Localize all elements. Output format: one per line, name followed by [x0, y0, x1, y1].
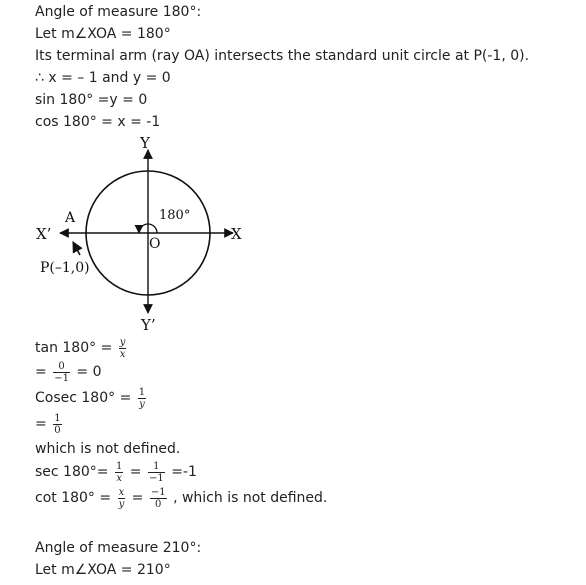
sec-result: =-1	[171, 464, 197, 480]
cosec-eq-prefix: =	[35, 416, 47, 432]
tan-frac2-num: 0	[53, 361, 70, 373]
heading-180: Angle of measure 180°:	[35, 4, 202, 20]
tan-frac2-den: −1	[54, 372, 69, 384]
cot-fraction-values	[150, 487, 167, 510]
cot-result: , which is not defined.	[173, 490, 328, 506]
sec-statement	[35, 460, 197, 484]
tan-evaluation	[35, 360, 101, 384]
let-statement-180: Let m∠XOA = 180°	[35, 26, 171, 42]
tan-statement	[35, 336, 128, 360]
cosec-undefined-note: which is not defined.	[35, 441, 181, 457]
point-pointer-arrow	[73, 242, 80, 255]
sec-frac1-num: 1	[115, 460, 123, 472]
cot-lhs: cot 180° =	[35, 490, 112, 506]
sec-fraction-1-over-x	[115, 461, 123, 484]
therefore-statement: ∴ x = – 1 and y = 0	[35, 70, 171, 86]
sec-frac2-den: −1	[148, 472, 164, 484]
cosec-frac2-den: 0	[54, 424, 61, 436]
cosec-frac1-den: y	[139, 398, 145, 410]
cosec-frac1-num: 1	[138, 386, 146, 398]
sec-frac1-den: x	[116, 472, 122, 484]
y-prime-label: Y’	[141, 316, 156, 334]
origin-label: O	[149, 236, 161, 252]
x-prime-label: X’	[36, 225, 52, 243]
sec-lhs: sec 180°=	[35, 464, 109, 480]
terminal-arm-statement: Its terminal arm (ray OA) intersects the standard unit circle at P(-1, 0).	[35, 48, 530, 64]
cot-frac2-den: 0	[155, 498, 162, 510]
cosec-fraction-values	[53, 413, 61, 436]
point-p-label: P(–1,0)	[40, 260, 90, 276]
cot-frac2-num: −1	[150, 486, 166, 498]
tan-lhs: tan 180° =	[35, 340, 113, 356]
sec-fraction-values	[148, 461, 165, 484]
x-axis-label: X	[231, 225, 242, 243]
let-statement-210: Let m∠XOA = 210°	[35, 562, 171, 578]
cot-fraction-x-over-y	[118, 487, 126, 510]
sin-statement: sin 180° =y = 0	[35, 92, 148, 108]
tan-eq-prefix: =	[35, 364, 47, 380]
cosec-fraction-1-over-y	[138, 387, 146, 410]
cos-statement: cos 180° = x = -1	[35, 114, 161, 130]
y-axis-label: Y	[140, 134, 150, 152]
cot-equals: =	[131, 490, 144, 506]
sec-equals: =	[129, 464, 142, 480]
angle-label: 180°	[159, 208, 191, 223]
tan-frac1-den: x	[119, 348, 126, 360]
cot-frac1-num: x	[118, 486, 125, 498]
tan-frac1-num: y	[119, 336, 126, 348]
sec-frac2-num: 1	[148, 461, 165, 473]
tan-result: = 0	[76, 364, 102, 380]
heading-210: Angle of measure 210°:	[35, 540, 202, 556]
tan-fraction-y-over-x	[119, 337, 127, 360]
tan-fraction-values	[53, 361, 70, 384]
cot-statement	[35, 486, 327, 510]
point-a-label: A	[65, 210, 76, 226]
cosec-frac2-num: 1	[54, 412, 61, 424]
cosec-evaluation	[35, 412, 64, 436]
cot-frac1-den: y	[118, 498, 125, 510]
cosec-statement	[35, 386, 148, 410]
cosec-lhs: Cosec 180° =	[35, 390, 132, 406]
